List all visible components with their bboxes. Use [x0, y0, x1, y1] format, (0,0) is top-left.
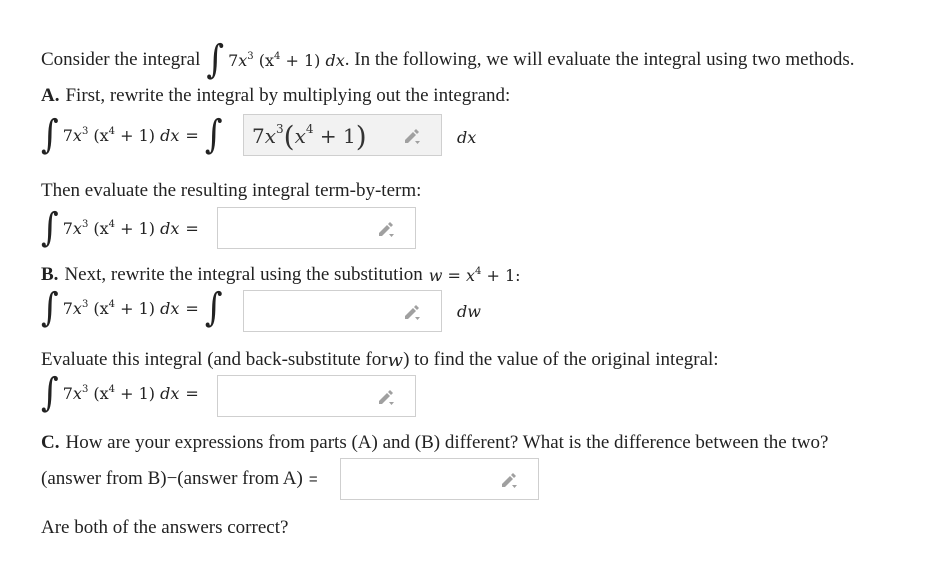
part-a-prompt-text: First, rewrite the integral by multiplying out the integrand:	[65, 85, 511, 106]
part-a-expanded-integrand-input[interactable]	[243, 114, 442, 156]
part-a-then-prompt: Then evaluate the resulting integral term-by-term:	[41, 180, 422, 201]
w-variable: w	[387, 349, 404, 371]
equals-sign: =	[185, 298, 199, 318]
intro-text-before: Consider the integral	[41, 49, 201, 70]
part-b-prompt-text: Next, rewrite the integral using the substitution	[64, 264, 423, 285]
part-c-question: Are both of the answers correct?	[41, 517, 289, 538]
integral-sign: ∫	[206, 37, 225, 83]
integral-sign: ∫	[41, 112, 59, 158]
part-c-label: C.	[41, 432, 60, 453]
pencil-icon[interactable]	[500, 472, 518, 488]
integral-sign: ∫	[204, 112, 223, 158]
part-a-equation-1	[41, 112, 227, 158]
pencil-icon[interactable]	[403, 304, 421, 320]
part-c-prompt-text: How are your expressions from parts (A) and (B) different? What is the difference between the two?	[65, 432, 829, 453]
part-c-difference-input[interactable]	[340, 458, 539, 500]
part-b-eval-prompt: Evaluate this integral (and back-substitute for w ) to find the value of the original integral:	[41, 349, 719, 371]
intro-line	[41, 37, 855, 83]
integral-expression: $7x^3$ $(x^4 + 1)$ dx	[62, 218, 180, 238]
part-b-differential: dw	[457, 302, 481, 321]
difference-label: (answer from B)−(answer from A)	[41, 468, 303, 489]
pencil-icon[interactable]	[377, 389, 395, 405]
part-a-equation-2	[41, 205, 199, 251]
integral-sign: ∫	[41, 285, 59, 331]
part-b-label: B.	[41, 264, 59, 285]
integral-sign: ∫	[41, 205, 59, 251]
part-a-answer-1-value: $7x^3(x^4 + 1)$	[252, 120, 367, 153]
part-b-substituted-input[interactable]	[243, 290, 442, 332]
pencil-icon[interactable]	[377, 221, 395, 237]
part-b-evaluated-input[interactable]	[217, 375, 416, 417]
part-b-prompt	[41, 264, 521, 286]
part-c-difference-line	[41, 468, 318, 490]
intro-integral-expression: $7x^3$ $(x^4 + 1)$ dx	[228, 50, 345, 70]
equals-sign: =	[185, 218, 199, 238]
intro-text-after: . In the following, we will evaluate the integral using two methods.	[344, 49, 855, 70]
substitution-expression: $w = x^4 + 1$:	[428, 265, 521, 285]
part-a-prompt	[41, 85, 510, 107]
part-c-prompt	[41, 432, 828, 454]
integral-sign: ∫	[204, 285, 223, 331]
equals-sign: =	[185, 383, 199, 403]
integral-expression: $7x^3$ $(x^4 + 1)$ dx	[62, 125, 180, 145]
pencil-icon[interactable]	[403, 128, 421, 144]
integral-expression: $7x^3$ $(x^4 + 1)$ dx	[62, 298, 180, 318]
equals-sign: =	[308, 470, 318, 488]
part-b-equation-1	[41, 285, 227, 331]
part-b-equation-2	[41, 370, 199, 416]
part-a-evaluated-input[interactable]	[217, 207, 416, 249]
equals-sign: =	[185, 125, 199, 145]
integral-sign: ∫	[41, 370, 59, 416]
part-a-differential: dx	[457, 128, 477, 147]
part-a-label: A.	[41, 85, 60, 106]
integral-expression: $7x^3$ $(x^4 + 1)$ dx	[62, 383, 180, 403]
